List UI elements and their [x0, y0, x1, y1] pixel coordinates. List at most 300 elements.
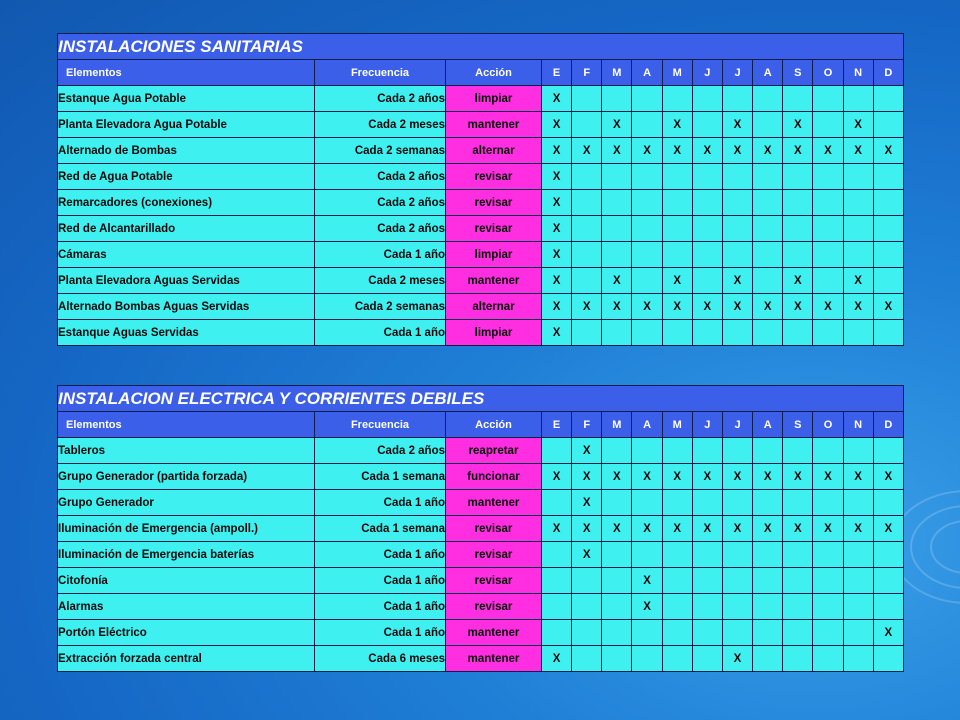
- month-mark-cell: [873, 216, 903, 242]
- month-mark-cell: [873, 242, 903, 268]
- header-month: E: [542, 412, 572, 438]
- table-row: [58, 516, 904, 542]
- month-mark-cell: [662, 320, 692, 346]
- month-mark-cell: [692, 568, 722, 594]
- month-mark-cell: X: [602, 138, 632, 164]
- month-mark-cell: X: [722, 112, 752, 138]
- month-mark-cell: X: [843, 464, 873, 490]
- month-mark-cell: X: [753, 138, 783, 164]
- month-mark-cell: [572, 568, 602, 594]
- month-mark-cell: [662, 568, 692, 594]
- month-mark-cell: [722, 620, 752, 646]
- month-mark-cell: [843, 542, 873, 568]
- month-mark-cell: X: [542, 216, 572, 242]
- month-mark-cell: [632, 190, 662, 216]
- month-mark-cell: X: [783, 268, 813, 294]
- month-mark-cell: [753, 568, 783, 594]
- month-mark-cell: [843, 242, 873, 268]
- month-mark-cell: X: [873, 464, 903, 490]
- month-mark-cell: X: [692, 294, 722, 320]
- month-mark-cell: [873, 542, 903, 568]
- header-elements: Elementos: [58, 412, 315, 438]
- month-mark-cell: [692, 190, 722, 216]
- month-mark-cell: [783, 86, 813, 112]
- table-row: [58, 138, 904, 164]
- month-mark-cell: X: [542, 516, 572, 542]
- month-mark-cell: [692, 646, 722, 672]
- action-cell: revisar: [446, 516, 542, 542]
- month-mark-cell: [813, 190, 843, 216]
- month-mark-cell: [602, 216, 632, 242]
- table-row: [58, 620, 904, 646]
- month-mark-cell: [722, 216, 752, 242]
- month-mark-cell: X: [722, 464, 752, 490]
- header-frequency: Frecuencia: [315, 60, 446, 86]
- month-mark-cell: [843, 216, 873, 242]
- frequency-cell: Cada 2 años: [315, 164, 446, 190]
- month-mark-cell: [813, 242, 843, 268]
- table-row: [58, 268, 904, 294]
- month-mark-cell: X: [602, 516, 632, 542]
- month-mark-cell: [813, 216, 843, 242]
- element-cell: Cámaras: [58, 242, 315, 268]
- month-mark-cell: X: [722, 138, 752, 164]
- month-mark-cell: X: [722, 516, 752, 542]
- month-mark-cell: [843, 568, 873, 594]
- month-mark-cell: [753, 164, 783, 190]
- month-mark-cell: [662, 594, 692, 620]
- month-mark-cell: [783, 438, 813, 464]
- month-mark-cell: [753, 320, 783, 346]
- element-cell: Iluminación de Emergencia (ampoll.): [58, 516, 315, 542]
- month-mark-cell: X: [843, 112, 873, 138]
- header-month: S: [783, 60, 813, 86]
- element-cell: Portón Eléctrico: [58, 620, 315, 646]
- month-mark-cell: X: [783, 138, 813, 164]
- month-mark-cell: [722, 490, 752, 516]
- element-cell: Estanque Aguas Servidas: [58, 320, 315, 346]
- table-title: INSTALACIONES SANITARIAS: [58, 34, 904, 60]
- frequency-cell: Cada 1 año: [315, 542, 446, 568]
- month-mark-cell: [572, 320, 602, 346]
- table-row: [58, 294, 904, 320]
- table-title: INSTALACION ELECTRICA Y CORRIENTES DEBILES: [58, 386, 904, 412]
- month-mark-cell: [632, 490, 662, 516]
- month-mark-cell: [873, 190, 903, 216]
- month-mark-cell: [813, 438, 843, 464]
- frequency-cell: Cada 1 año: [315, 242, 446, 268]
- frequency-cell: Cada 1 año: [315, 490, 446, 516]
- month-mark-cell: [753, 216, 783, 242]
- header-month: E: [542, 60, 572, 86]
- month-mark-cell: [632, 216, 662, 242]
- month-mark-cell: [692, 164, 722, 190]
- month-mark-cell: [873, 320, 903, 346]
- action-cell: revisar: [446, 216, 542, 242]
- month-mark-cell: X: [632, 138, 662, 164]
- month-mark-cell: [572, 216, 602, 242]
- month-mark-cell: [722, 568, 752, 594]
- month-mark-cell: [692, 620, 722, 646]
- month-mark-cell: [873, 490, 903, 516]
- month-mark-cell: [542, 594, 572, 620]
- month-mark-cell: [662, 190, 692, 216]
- month-mark-cell: [542, 620, 572, 646]
- month-mark-cell: [602, 86, 632, 112]
- month-mark-cell: [572, 646, 602, 672]
- header-month: D: [873, 60, 903, 86]
- table-row: [58, 320, 904, 346]
- header-month: J: [722, 60, 752, 86]
- month-mark-cell: [662, 438, 692, 464]
- frequency-cell: Cada 2 años: [315, 216, 446, 242]
- element-cell: Alternado de Bombas: [58, 138, 315, 164]
- month-mark-cell: [692, 268, 722, 294]
- element-cell: Extracción forzada central: [58, 646, 315, 672]
- month-mark-cell: X: [722, 294, 752, 320]
- element-cell: Alarmas: [58, 594, 315, 620]
- month-mark-cell: [843, 438, 873, 464]
- month-mark-cell: [843, 620, 873, 646]
- action-cell: funcionar: [446, 464, 542, 490]
- month-mark-cell: X: [753, 516, 783, 542]
- month-mark-cell: [753, 646, 783, 672]
- element-cell: Alternado Bombas Aguas Servidas: [58, 294, 315, 320]
- header-month: F: [572, 412, 602, 438]
- element-cell: Remarcadores (conexiones): [58, 190, 315, 216]
- month-mark-cell: [753, 594, 783, 620]
- month-mark-cell: [662, 216, 692, 242]
- month-mark-cell: [602, 490, 632, 516]
- month-mark-cell: X: [783, 516, 813, 542]
- month-mark-cell: [753, 620, 783, 646]
- element-cell: Planta Elevadora Aguas Servidas: [58, 268, 315, 294]
- electrical-installations-table: [57, 385, 904, 672]
- month-mark-cell: X: [662, 268, 692, 294]
- month-mark-cell: [572, 268, 602, 294]
- table-row: [58, 464, 904, 490]
- table-header-row: [58, 60, 904, 86]
- month-mark-cell: X: [662, 464, 692, 490]
- header-month: M: [662, 60, 692, 86]
- header-month: J: [722, 412, 752, 438]
- header-month: A: [753, 412, 783, 438]
- month-mark-cell: [602, 542, 632, 568]
- month-mark-cell: [542, 568, 572, 594]
- month-mark-cell: [753, 490, 783, 516]
- month-mark-cell: X: [783, 112, 813, 138]
- month-mark-cell: X: [542, 164, 572, 190]
- frequency-cell: Cada 2 meses: [315, 112, 446, 138]
- month-mark-cell: X: [813, 464, 843, 490]
- month-mark-cell: [662, 86, 692, 112]
- month-mark-cell: X: [692, 138, 722, 164]
- month-mark-cell: X: [722, 268, 752, 294]
- month-mark-cell: X: [572, 542, 602, 568]
- header-frequency: Frecuencia: [315, 412, 446, 438]
- month-mark-cell: [813, 620, 843, 646]
- month-mark-cell: X: [602, 268, 632, 294]
- month-mark-cell: [632, 438, 662, 464]
- month-mark-cell: X: [632, 294, 662, 320]
- month-mark-cell: [873, 86, 903, 112]
- month-mark-cell: [722, 438, 752, 464]
- month-mark-cell: [632, 86, 662, 112]
- frequency-cell: Cada 2 años: [315, 438, 446, 464]
- month-mark-cell: X: [632, 464, 662, 490]
- month-mark-cell: X: [542, 242, 572, 268]
- month-mark-cell: X: [662, 138, 692, 164]
- month-mark-cell: [692, 242, 722, 268]
- month-mark-cell: X: [783, 294, 813, 320]
- month-mark-cell: X: [542, 320, 572, 346]
- month-mark-cell: [753, 86, 783, 112]
- action-cell: reapretar: [446, 438, 542, 464]
- month-mark-cell: [722, 594, 752, 620]
- frequency-cell: Cada 2 semanas: [315, 294, 446, 320]
- frequency-cell: Cada 2 meses: [315, 268, 446, 294]
- header-month: O: [813, 60, 843, 86]
- action-cell: revisar: [446, 594, 542, 620]
- month-mark-cell: X: [813, 516, 843, 542]
- action-cell: revisar: [446, 164, 542, 190]
- month-mark-cell: [722, 320, 752, 346]
- month-mark-cell: X: [572, 138, 602, 164]
- month-mark-cell: X: [632, 594, 662, 620]
- month-mark-cell: [572, 112, 602, 138]
- month-mark-cell: [753, 242, 783, 268]
- month-mark-cell: [662, 620, 692, 646]
- element-cell: Iluminación de Emergencia baterías: [58, 542, 315, 568]
- month-mark-cell: [873, 438, 903, 464]
- month-mark-cell: X: [542, 138, 572, 164]
- table-row: [58, 438, 904, 464]
- month-mark-cell: [813, 490, 843, 516]
- month-mark-cell: [783, 594, 813, 620]
- frequency-cell: Cada 2 semanas: [315, 138, 446, 164]
- month-mark-cell: [602, 568, 632, 594]
- month-mark-cell: [602, 620, 632, 646]
- action-cell: revisar: [446, 542, 542, 568]
- month-mark-cell: [602, 164, 632, 190]
- action-cell: revisar: [446, 568, 542, 594]
- month-mark-cell: [662, 242, 692, 268]
- month-mark-cell: [662, 646, 692, 672]
- month-mark-cell: X: [542, 86, 572, 112]
- month-mark-cell: [572, 86, 602, 112]
- month-mark-cell: [632, 268, 662, 294]
- month-mark-cell: [632, 542, 662, 568]
- table-row: [58, 568, 904, 594]
- table-row: [58, 216, 904, 242]
- frequency-cell: Cada 1 semana: [315, 464, 446, 490]
- action-cell: mantener: [446, 646, 542, 672]
- header-month: J: [692, 412, 722, 438]
- month-mark-cell: [783, 320, 813, 346]
- frequency-cell: Cada 1 año: [315, 594, 446, 620]
- month-mark-cell: X: [572, 438, 602, 464]
- action-cell: limpiar: [446, 242, 542, 268]
- header-month: N: [843, 60, 873, 86]
- month-mark-cell: X: [873, 294, 903, 320]
- month-mark-cell: [602, 438, 632, 464]
- month-mark-cell: [692, 112, 722, 138]
- month-mark-cell: [873, 164, 903, 190]
- month-mark-cell: [873, 112, 903, 138]
- header-month: F: [572, 60, 602, 86]
- month-mark-cell: [602, 242, 632, 268]
- month-mark-cell: [662, 542, 692, 568]
- month-mark-cell: [783, 542, 813, 568]
- element-cell: Red de Agua Potable: [58, 164, 315, 190]
- month-mark-cell: [722, 542, 752, 568]
- month-mark-cell: X: [722, 646, 752, 672]
- month-mark-cell: X: [692, 516, 722, 542]
- frequency-cell: Cada 6 meses: [315, 646, 446, 672]
- month-mark-cell: [813, 86, 843, 112]
- action-cell: limpiar: [446, 320, 542, 346]
- month-mark-cell: [783, 568, 813, 594]
- month-mark-cell: [602, 646, 632, 672]
- month-mark-cell: X: [542, 464, 572, 490]
- action-cell: revisar: [446, 190, 542, 216]
- table-row: [58, 594, 904, 620]
- element-cell: Tableros: [58, 438, 315, 464]
- month-mark-cell: [722, 242, 752, 268]
- month-mark-cell: [572, 164, 602, 190]
- action-cell: mantener: [446, 112, 542, 138]
- table-row: [58, 190, 904, 216]
- table-row: [58, 164, 904, 190]
- month-mark-cell: [813, 594, 843, 620]
- month-mark-cell: [843, 320, 873, 346]
- month-mark-cell: X: [572, 294, 602, 320]
- month-mark-cell: X: [572, 490, 602, 516]
- month-mark-cell: [843, 646, 873, 672]
- month-mark-cell: [843, 86, 873, 112]
- table-row: [58, 112, 904, 138]
- action-cell: alternar: [446, 138, 542, 164]
- action-cell: mantener: [446, 268, 542, 294]
- month-mark-cell: [873, 268, 903, 294]
- month-mark-cell: X: [873, 620, 903, 646]
- month-mark-cell: X: [542, 190, 572, 216]
- month-mark-cell: [753, 268, 783, 294]
- month-mark-cell: [692, 594, 722, 620]
- element-cell: Estanque Agua Potable: [58, 86, 315, 112]
- table-row: [58, 242, 904, 268]
- month-mark-cell: [783, 490, 813, 516]
- table-title-row: [58, 386, 904, 412]
- month-mark-cell: X: [572, 516, 602, 542]
- month-mark-cell: [753, 112, 783, 138]
- month-mark-cell: [813, 568, 843, 594]
- month-mark-cell: [692, 216, 722, 242]
- month-mark-cell: [873, 568, 903, 594]
- month-mark-cell: X: [843, 268, 873, 294]
- month-mark-cell: X: [873, 138, 903, 164]
- header-month: A: [753, 60, 783, 86]
- month-mark-cell: [632, 320, 662, 346]
- header-month: J: [692, 60, 722, 86]
- month-mark-cell: [572, 620, 602, 646]
- month-mark-cell: [813, 542, 843, 568]
- header-month: M: [662, 412, 692, 438]
- month-mark-cell: [692, 320, 722, 346]
- table-title-row: [58, 34, 904, 60]
- month-mark-cell: [813, 320, 843, 346]
- month-mark-cell: X: [542, 646, 572, 672]
- month-mark-cell: [783, 216, 813, 242]
- month-mark-cell: [692, 86, 722, 112]
- frequency-cell: Cada 1 año: [315, 320, 446, 346]
- month-mark-cell: X: [542, 268, 572, 294]
- month-mark-cell: [692, 490, 722, 516]
- month-mark-cell: [572, 190, 602, 216]
- header-action: Acción: [446, 412, 542, 438]
- month-mark-cell: [602, 320, 632, 346]
- header-month: A: [632, 60, 662, 86]
- month-mark-cell: X: [813, 294, 843, 320]
- month-mark-cell: [572, 242, 602, 268]
- header-month: D: [873, 412, 903, 438]
- month-mark-cell: [722, 86, 752, 112]
- header-month: M: [602, 412, 632, 438]
- month-mark-cell: [843, 190, 873, 216]
- month-mark-cell: X: [632, 568, 662, 594]
- header-month: A: [632, 412, 662, 438]
- month-mark-cell: [813, 112, 843, 138]
- element-cell: Grupo Generador: [58, 490, 315, 516]
- month-mark-cell: X: [873, 516, 903, 542]
- month-mark-cell: X: [753, 294, 783, 320]
- header-month: O: [813, 412, 843, 438]
- month-mark-cell: [783, 242, 813, 268]
- month-mark-cell: [602, 190, 632, 216]
- month-mark-cell: [813, 268, 843, 294]
- table-row: [58, 646, 904, 672]
- month-mark-cell: [692, 542, 722, 568]
- month-mark-cell: X: [602, 294, 632, 320]
- month-mark-cell: [783, 164, 813, 190]
- month-mark-cell: X: [542, 112, 572, 138]
- frequency-cell: Cada 2 años: [315, 190, 446, 216]
- month-mark-cell: X: [843, 516, 873, 542]
- header-action: Acción: [446, 60, 542, 86]
- month-mark-cell: [692, 438, 722, 464]
- month-mark-cell: [572, 594, 602, 620]
- month-mark-cell: [542, 490, 572, 516]
- month-mark-cell: X: [783, 464, 813, 490]
- month-mark-cell: [632, 620, 662, 646]
- sanitary-installations-table: [57, 33, 904, 346]
- month-mark-cell: [843, 164, 873, 190]
- month-mark-cell: [783, 190, 813, 216]
- month-mark-cell: [632, 164, 662, 190]
- month-mark-cell: [753, 542, 783, 568]
- month-mark-cell: X: [662, 112, 692, 138]
- table-header-row: [58, 412, 904, 438]
- table-row: [58, 490, 904, 516]
- month-mark-cell: [813, 164, 843, 190]
- month-mark-cell: X: [692, 464, 722, 490]
- month-mark-cell: [843, 490, 873, 516]
- header-elements: Elementos: [58, 60, 315, 86]
- action-cell: limpiar: [446, 86, 542, 112]
- frequency-cell: Cada 1 año: [315, 620, 446, 646]
- month-mark-cell: X: [662, 294, 692, 320]
- table-row: [58, 86, 904, 112]
